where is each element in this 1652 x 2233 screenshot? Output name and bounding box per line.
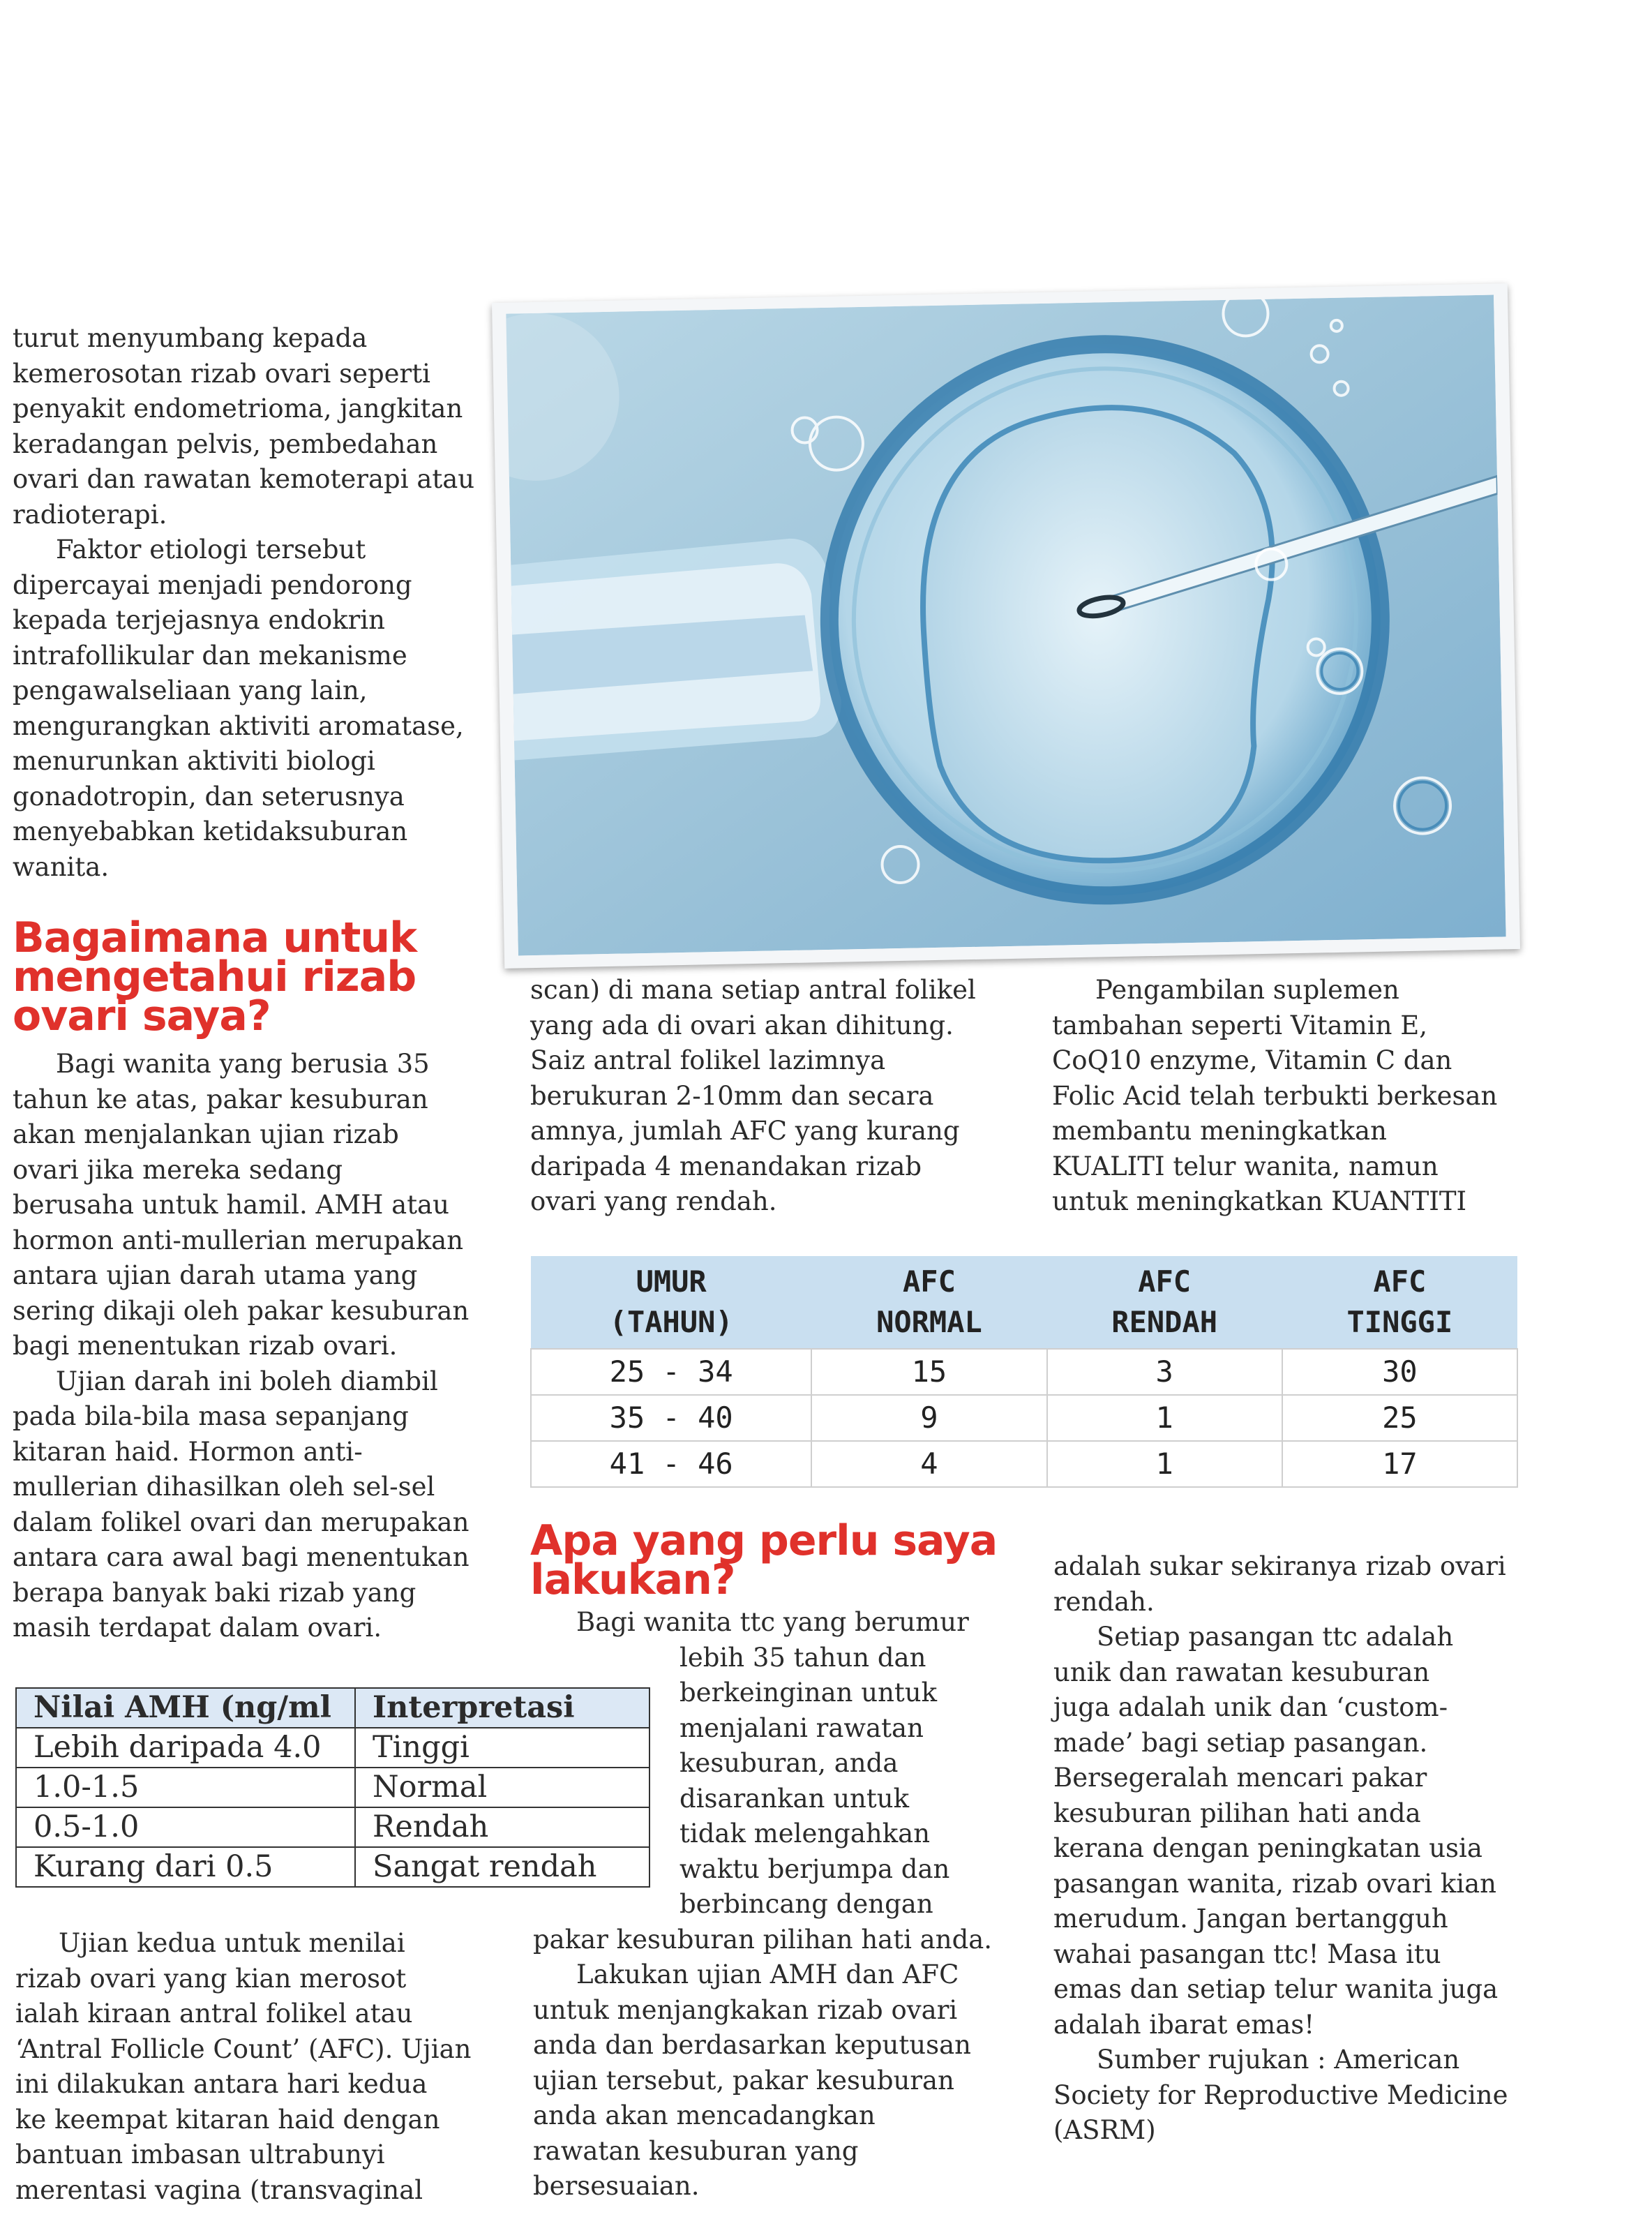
text-line: merudum. Jangan bertangguh bbox=[1053, 1904, 1448, 1934]
table-cell: Rendah bbox=[355, 1807, 649, 1847]
table-header-row bbox=[531, 1256, 1517, 1349]
text-line: intrafollikular dan mekanisme bbox=[13, 640, 407, 671]
table-cell: 1 bbox=[1047, 1441, 1282, 1487]
table-header-line: RENDAH bbox=[1111, 1305, 1218, 1339]
heading-line: lakukan? bbox=[530, 1555, 735, 1604]
text-line: CoQ10 enzyme, Vitamin C dan bbox=[1052, 1045, 1452, 1075]
text-line: bagi menentukan rizab ovari. bbox=[13, 1331, 398, 1361]
text-line: dalam folikel ovari dan merupakan bbox=[13, 1507, 470, 1537]
text-line: Lakukan ujian AMH dan AFC bbox=[576, 1959, 959, 1989]
text-line: rendah. bbox=[1053, 1586, 1155, 1617]
text-line: akan menjalankan ujian rizab bbox=[13, 1119, 399, 1149]
table-cell: Kurang dari 0.5 bbox=[16, 1847, 355, 1887]
table-cell: 30 bbox=[1282, 1349, 1517, 1395]
table-cell: 1.0-1.5 bbox=[16, 1768, 355, 1807]
col2-afc-paragraph bbox=[530, 973, 1019, 1220]
table-cell: 15 bbox=[811, 1349, 1046, 1395]
text-line: Ujian darah ini boleh diambil bbox=[56, 1366, 438, 1396]
table-cell: 41 - 46 bbox=[531, 1441, 811, 1487]
text-line: antara cara awal bagi menentukan bbox=[13, 1542, 470, 1572]
text-line: Folic Acid telah terbukti berkesan bbox=[1052, 1080, 1498, 1111]
text-line: hormon anti-mullerian merupakan bbox=[13, 1225, 464, 1255]
text-line: berbincang dengan bbox=[679, 1889, 933, 1919]
text-line: Sumber rujukan : American bbox=[1097, 2045, 1460, 2075]
text-line: Bagi wanita yang berusia 35 bbox=[56, 1049, 430, 1079]
text-line: untuk meningkatkan KUANTITI bbox=[1052, 1186, 1467, 1216]
ivf-egg-photo bbox=[492, 283, 1520, 969]
text-line: daripada 4 menandakan rizab bbox=[530, 1151, 922, 1181]
text-line: Faktor etiologi tersebut bbox=[56, 535, 366, 565]
table-cell: 4 bbox=[811, 1441, 1046, 1487]
text-line: ovari dan rawatan kemoterapi atau bbox=[13, 464, 475, 494]
text-line: anda akan mencadangkan bbox=[533, 2100, 876, 2130]
text-line: mullerian dihasilkan oleh sel-sel bbox=[13, 1472, 435, 1502]
text-line: dipercayai menjadi pendorong bbox=[13, 569, 412, 600]
text-line: Saiz antral folikel lazimnya bbox=[530, 1045, 886, 1075]
text-line: rizab ovari yang kian merosot bbox=[15, 1963, 407, 1994]
table-cell: 25 - 34 bbox=[531, 1349, 811, 1395]
text-line: mengurangkan aktiviti aromatase, bbox=[13, 710, 464, 741]
table-cell: Tinggi bbox=[355, 1728, 649, 1768]
table-header: Interpretasi bbox=[355, 1688, 649, 1728]
table-cell: 1 bbox=[1047, 1395, 1282, 1441]
text-line: Bagi wanita ttc yang berumur bbox=[576, 1607, 969, 1637]
table-header-line: NORMAL bbox=[876, 1305, 982, 1339]
table-header-line: UMUR bbox=[636, 1264, 707, 1299]
table-cell: 3 bbox=[1047, 1349, 1282, 1395]
text-line: disarankan untuk bbox=[679, 1783, 909, 1814]
text-line: ovari jika mereka sedang bbox=[13, 1154, 343, 1185]
text-line: merentasi vagina (transvaginal bbox=[15, 2174, 423, 2205]
text-line: tahun ke atas, pakar kesuburan bbox=[13, 1084, 428, 1114]
text-line: ke keempat kitaran haid dengan bbox=[15, 2104, 440, 2135]
text-line: berkeinginan untuk bbox=[679, 1678, 938, 1708]
text-line: antara ujian darah utama yang bbox=[13, 1260, 418, 1290]
text-line: masih terdapat dalam ovari. bbox=[13, 1613, 382, 1643]
text-line: sering dikaji oleh pakar kesuburan bbox=[13, 1295, 470, 1326]
table-header bbox=[531, 1256, 811, 1349]
text-line: Bersegeralah mencari pakar bbox=[1053, 1763, 1427, 1793]
table-cell: Sangat rendah bbox=[355, 1847, 649, 1887]
table-header bbox=[1047, 1256, 1282, 1349]
text-line: ialah kiraan antral folikel atau bbox=[15, 1999, 413, 2029]
text-line: kitaran haid. Hormon anti- bbox=[13, 1436, 363, 1467]
section-heading-how-to-know bbox=[13, 913, 417, 1040]
text-line: kesuburan pilihan hati anda bbox=[1053, 1798, 1421, 1828]
table-cell: Lebih daripada 4.0 bbox=[16, 1728, 355, 1768]
text-line: keradangan pelvis, pembedahan bbox=[13, 428, 438, 459]
text-line: berapa banyak baki rizab yang bbox=[13, 1577, 416, 1608]
text-line: lebih 35 tahun dan bbox=[679, 1642, 926, 1673]
text-line: gonadotropin, dan seterusnya bbox=[13, 781, 405, 812]
afc-table bbox=[530, 1256, 1518, 1488]
table-header-line: AFC bbox=[1373, 1264, 1427, 1299]
text-line: made’ bagi setiap pasangan. bbox=[1053, 1727, 1428, 1758]
text-line: waktu berjumpa dan bbox=[679, 1853, 950, 1884]
text-line: adalah ibarat emas! bbox=[1053, 2009, 1315, 2040]
text-line: Setiap pasangan ttc adalah bbox=[1097, 1622, 1454, 1652]
text-line: berukuran 2-10mm dan secara bbox=[530, 1080, 934, 1111]
text-line: pada bila-bila masa sepanjang bbox=[13, 1401, 409, 1431]
text-line: untuk menjangkakan rizab ovari bbox=[533, 1994, 958, 2025]
text-line: KUALITI telur wanita, namun bbox=[1052, 1151, 1439, 1181]
text-line: pasangan wanita, rizab ovari kian bbox=[1053, 1868, 1496, 1899]
text-line: bantuan imbasan ultrabunyi bbox=[15, 2139, 385, 2169]
table-cell: 9 bbox=[811, 1395, 1046, 1441]
text-line: kerana dengan peningkatan usia bbox=[1053, 1833, 1482, 1863]
table-header bbox=[811, 1256, 1046, 1349]
text-line: anda dan berdasarkan keputusan bbox=[533, 2030, 971, 2060]
col1-amh-paragraph bbox=[13, 1047, 501, 1646]
text-line: ovari yang rendah. bbox=[530, 1186, 777, 1216]
table-header: Nilai AMH (ng/ml bbox=[16, 1688, 355, 1728]
text-line: berusaha untuk hamil. AMH atau bbox=[13, 1190, 449, 1220]
text-line: radioterapi. bbox=[13, 499, 167, 530]
text-line: adalah sukar sekiranya rizab ovari bbox=[1053, 1551, 1506, 1581]
text-line: wahai pasangan ttc! Masa itu bbox=[1053, 1939, 1441, 1969]
text-line: ini dilakukan antara hari kedua bbox=[15, 2069, 428, 2099]
text-line: turut menyumbang kepada bbox=[13, 323, 368, 353]
section-heading-what-to-do bbox=[530, 1516, 998, 1604]
col3-supplement-paragraph bbox=[1052, 973, 1526, 1220]
heading-line: mengetahui rizab bbox=[13, 953, 416, 1001]
text-line: menurunkan aktiviti biologi bbox=[13, 746, 375, 776]
heading-line: ovari saya? bbox=[13, 992, 271, 1040]
text-line: Pengambilan suplemen bbox=[1095, 975, 1399, 1005]
table-cell: 17 bbox=[1282, 1441, 1517, 1487]
text-line: Ujian kedua untuk menilai bbox=[59, 1928, 405, 1958]
text-line: tambahan seperti Vitamin E, bbox=[1052, 1010, 1427, 1040]
table-cell: 25 bbox=[1282, 1395, 1517, 1441]
heading-line: Bagaimana untuk bbox=[13, 913, 417, 962]
table-cell: Normal bbox=[355, 1768, 649, 1807]
table-row bbox=[531, 1395, 1517, 1441]
text-line: wanita. bbox=[13, 851, 110, 882]
text-line: pengawalseliaan yang lain, bbox=[13, 675, 368, 705]
text-line: pakar kesuburan pilihan hati anda. bbox=[533, 1924, 993, 1955]
table-header bbox=[1282, 1256, 1517, 1349]
text-line: (ASRM) bbox=[1053, 2115, 1156, 2145]
text-line: rawatan kesuburan yang bbox=[533, 2135, 859, 2166]
text-line: membantu meningkatkan bbox=[1052, 1116, 1387, 1146]
table-header-line: (TAHUN) bbox=[609, 1305, 733, 1339]
table-header-line: TINGGI bbox=[1346, 1305, 1453, 1339]
text-line: kemerosotan rizab ovari seperti bbox=[13, 358, 430, 389]
text-line: yang ada di ovari akan dihitung. bbox=[530, 1010, 954, 1040]
text-line: unik dan rawatan kesuburan bbox=[1053, 1657, 1430, 1687]
heading-line: Apa yang perlu saya bbox=[530, 1516, 998, 1565]
egg-cell-illustration bbox=[506, 294, 1505, 955]
text-line: menyebabkan ketidaksuburan bbox=[13, 816, 408, 846]
table-row bbox=[531, 1349, 1517, 1395]
col2-advice-paragraph bbox=[533, 1605, 1021, 2204]
text-line: emas dan setiap telur wanita juga bbox=[1053, 1974, 1499, 2004]
table-header-line: AFC bbox=[1138, 1264, 1192, 1299]
text-line: scan) di mana setiap antral folikel bbox=[530, 975, 976, 1005]
text-line: bersesuaian. bbox=[533, 2171, 700, 2201]
table-cell: 0.5-1.0 bbox=[16, 1807, 355, 1847]
text-line: tidak melengahkan bbox=[679, 1818, 931, 1849]
text-line: ujian tersebut, pakar kesuburan bbox=[533, 2065, 954, 2096]
table-row bbox=[531, 1441, 1517, 1487]
text-line: kesuburan, anda bbox=[679, 1748, 899, 1778]
text-line: kepada terjejasnya endokrin bbox=[13, 605, 385, 635]
text-line: juga adalah unik dan ‘custom- bbox=[1053, 1692, 1448, 1722]
text-line: amnya, jumlah AFC yang kurang bbox=[530, 1116, 960, 1146]
text-line: penyakit endometrioma, jangkitan bbox=[13, 394, 463, 424]
text-line: menjalani rawatan bbox=[679, 1712, 924, 1743]
table-cell: 35 - 40 bbox=[531, 1395, 811, 1441]
col1-afc-paragraph bbox=[15, 1926, 504, 2208]
table-header-line: AFC bbox=[903, 1264, 956, 1299]
text-line: ‘Antral Follicle Count’ (AFC). Ujian bbox=[15, 2033, 472, 2064]
col3-closing-paragraph bbox=[1053, 1549, 1528, 2149]
text-line: Society for Reproductive Medicine bbox=[1053, 2079, 1508, 2110]
col1-intro-paragraph bbox=[13, 321, 487, 885]
